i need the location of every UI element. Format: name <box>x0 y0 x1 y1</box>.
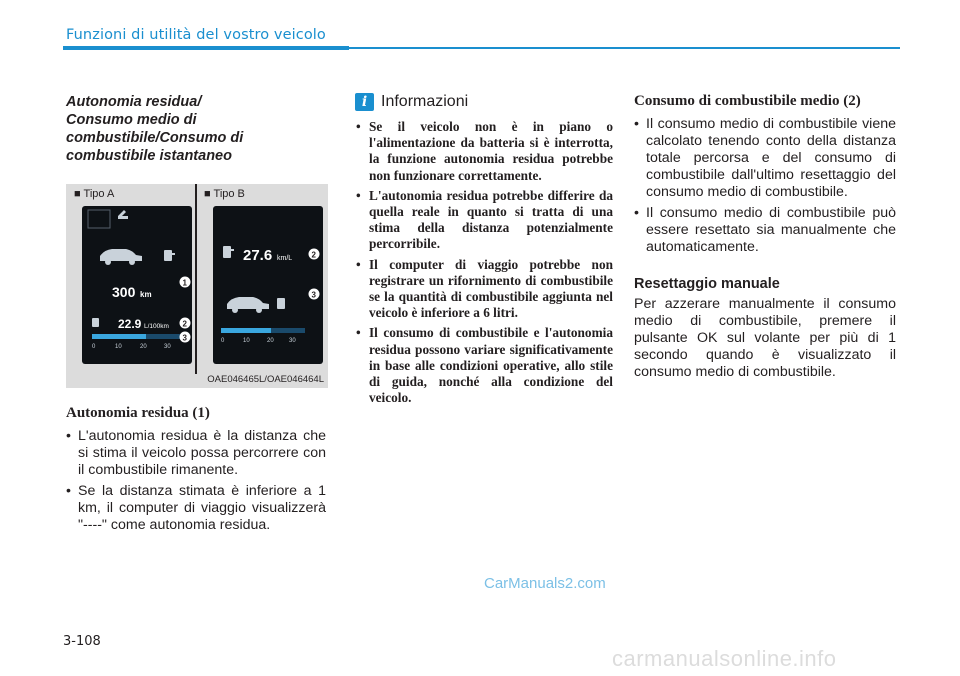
heading-average-consumption: Consumo di combustibile medio (2) <box>634 93 861 109</box>
cluster-a-consumption-unit: L/100km <box>144 323 169 330</box>
cluster-b-consumption-unit: km/L <box>277 255 293 262</box>
seat-icon <box>118 210 128 219</box>
cluster-a-range-value: 300 <box>112 284 136 300</box>
column-middle <box>355 93 613 410</box>
figure-label-type-a: ■ Tipo A <box>74 188 115 200</box>
list-item: • Il consumo medio di combustibile può essere resettato sia manualmente che automaticamente. <box>634 205 896 255</box>
cluster-b-consumption-value: 27.6 <box>243 247 273 264</box>
list-item: • Se il veicolo non è in piano o l'alimentazione da batteria si è interrotta, la funzione autonomia residua potrebbe non funzionare correttamente. <box>356 119 613 183</box>
list-item: • Il consumo medio di combustibile viene calcolato tenendo conto della distanza totale percorsa e del consumo di combustibile dall'ultimo resettaggio del consumo medio di combustibile. <box>634 116 896 200</box>
header-rule-thick <box>63 46 349 50</box>
list-item: • L'autonomia residua è la distanza che si stima il veicolo possa percorrere con il combustibile rimanente. <box>66 428 326 478</box>
footer-watermark: carmanualsonline.info <box>612 646 837 671</box>
figure-divider <box>195 184 197 374</box>
list-item: • Se la distanza stimata è inferiore a 1 km, il computer di viaggio visualizzerà "----" come autonomia residua. <box>66 483 326 533</box>
cluster-b-scale-tick: 30 <box>289 338 296 344</box>
fuel-pump-icon <box>223 246 234 258</box>
column-right <box>634 93 896 381</box>
heading-manual-reset: Resettaggio manuale <box>634 276 780 292</box>
column-left <box>66 93 326 538</box>
remaining-range-list <box>66 428 326 534</box>
cluster-b-scale-tick: 20 <box>267 338 274 344</box>
figure-code: OAE046465L/OAE046464L <box>207 374 324 385</box>
info-header <box>355 93 613 111</box>
fuel-pump-icon <box>277 298 285 309</box>
info-title: Informazioni <box>381 93 469 110</box>
page-number: 3-108 <box>63 634 101 649</box>
callout-2-label: 2 <box>311 250 316 260</box>
cluster-a-scale-tick: 20 <box>140 344 147 350</box>
cluster-a-consumption-value: 22.9 <box>118 317 142 331</box>
cluster-type-b <box>213 206 323 364</box>
car-icon <box>227 297 269 313</box>
cluster-a-scale-tick: 30 <box>164 344 171 350</box>
car-icon <box>100 249 142 265</box>
callout-3-label: 3 <box>182 333 187 343</box>
instrument-cluster-figure <box>66 184 328 388</box>
info-icon: i <box>355 93 374 111</box>
callout-2-label: 2 <box>182 319 187 329</box>
header-title: Funzioni di utilità del vostro veicolo <box>66 27 326 43</box>
seat-icon-frame <box>88 210 110 228</box>
list-item: • Il consumo di combustibile e l'autonomia residua possono variare significativamente in base alle condizioni operative, allo stile di guida, nonché alla condizione del veicolo. <box>356 325 613 406</box>
figure-label-type-b: ■ Tipo B <box>204 188 245 200</box>
cluster-b-scale-tick: 0 <box>221 338 225 344</box>
fuel-pump-icon <box>164 250 175 261</box>
cluster-a-range-unit: km <box>140 290 152 299</box>
section-title-line: combustibile/Consumo di <box>66 130 244 146</box>
average-consumption-list <box>634 116 896 256</box>
manual-reset-paragraph: Per azzerare manualmente il consumo medio di combustibile, premere il pulsante OK sul volante per più di 1 secondo quando è visualizzato il consumo medio di combustibile. <box>634 296 896 380</box>
watermark-link[interactable]: CarManuals2.com <box>484 575 606 592</box>
section-title-line: Autonomia residua/ <box>66 94 202 110</box>
cluster-type-b-display <box>213 206 323 364</box>
header-rule-thin <box>349 47 900 49</box>
section-title-line: combustibile istantaneo <box>66 148 232 164</box>
heading-remaining-range: Autonomia residua (1) <box>66 405 210 421</box>
cluster-a-scale-fill <box>92 334 146 339</box>
cluster-b-scale-tick: 10 <box>243 338 250 344</box>
section-title <box>66 93 326 165</box>
cluster-type-a-display <box>82 206 192 364</box>
fuel-pump-icon <box>92 318 99 327</box>
callout-1-label: 1 <box>182 278 187 288</box>
cluster-b-scale-fill <box>221 328 271 333</box>
list-item: • L'autonomia residua potrebbe differire da quella reale in quanto si tratta di una stima della distanza potenzialmente percorribile. <box>356 187 613 252</box>
section-title-line: Consumo medio di <box>66 112 197 128</box>
cluster-a-scale-tick: 0 <box>92 344 96 350</box>
cluster-a-scale-tick: 10 <box>115 344 122 350</box>
info-list <box>355 119 613 406</box>
callout-3-label: 3 <box>311 290 316 300</box>
list-item: • Il computer di viaggio potrebbe non registrare un rifornimento di combustibile se la quantità di combustibile aggiunta nel veicolo è inferiore a 6 litri. <box>356 256 613 321</box>
cluster-type-a <box>82 206 192 364</box>
